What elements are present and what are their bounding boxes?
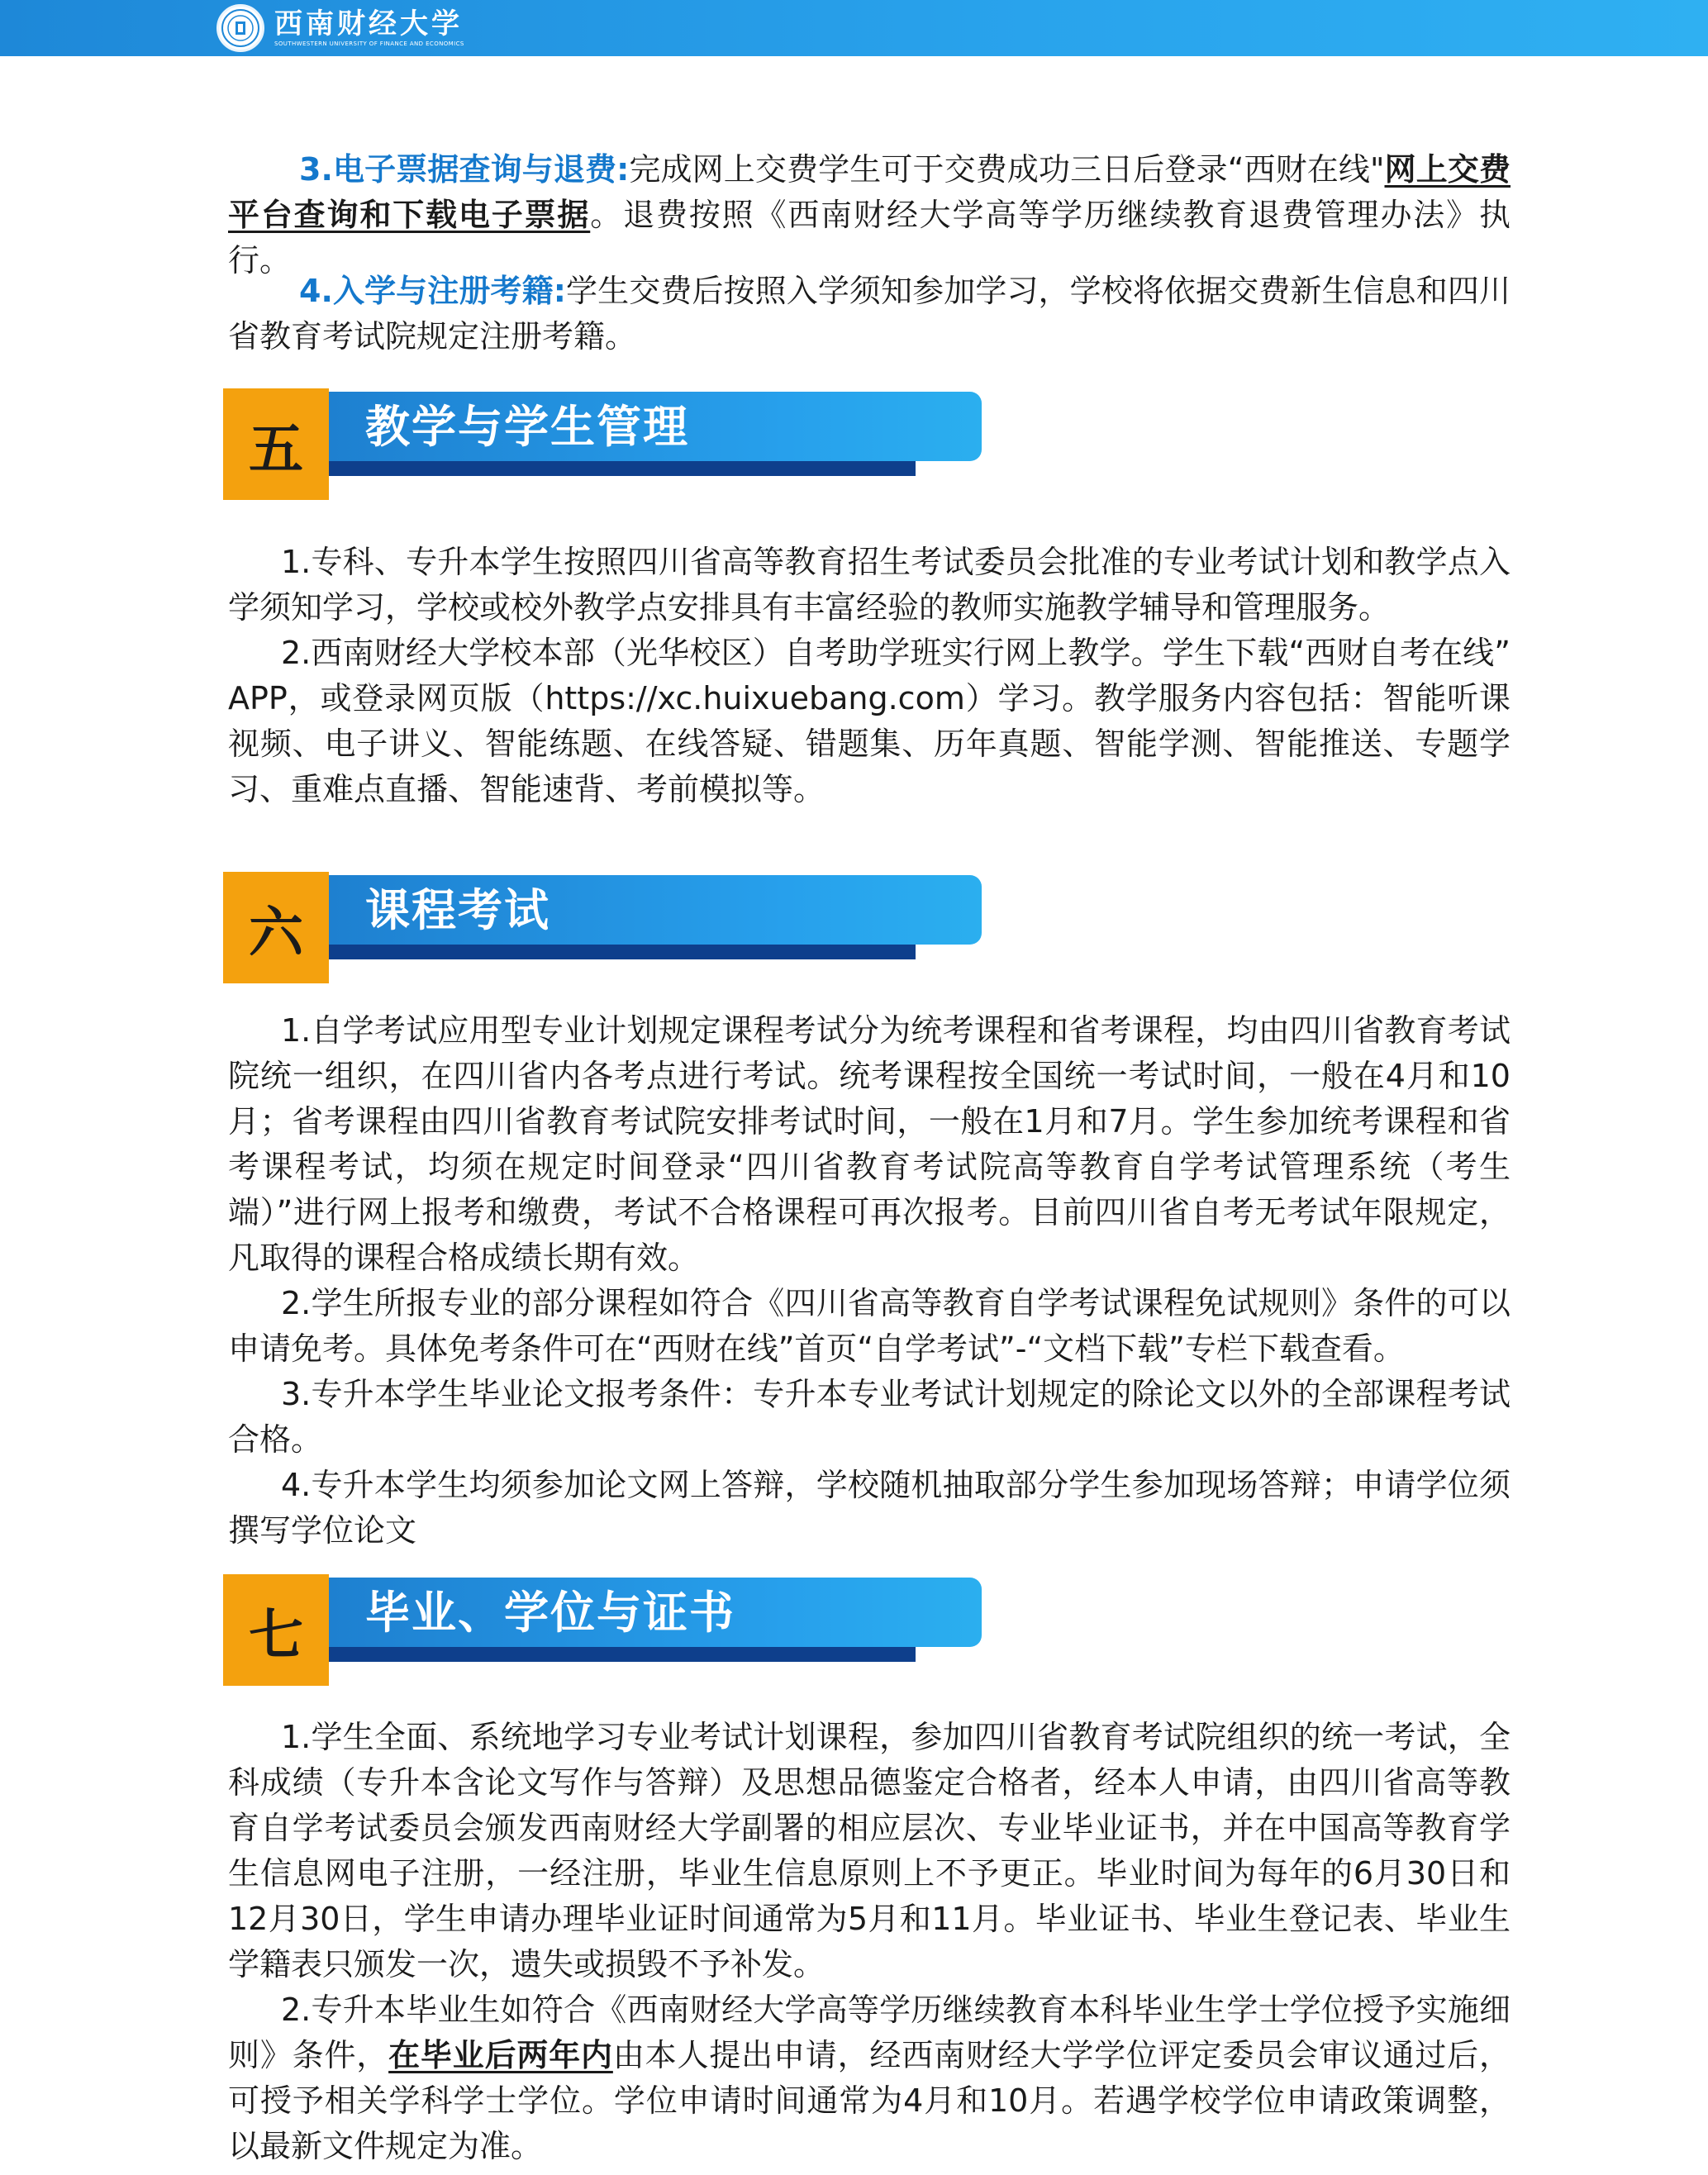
section-title: 教学与学生管理 xyxy=(365,401,689,453)
paragraph-exams-2: 2.学生所报专业的部分课程如符合《四川省高等教育自学考试课程免试规则》条件的可以申请免考。具体免考条件可在“西财在线”首页“自学考试”-“文档下载”专栏下载查看。 xyxy=(228,1285,1511,1367)
paragraph-exams-3: 3.专升本学生毕业论文报考条件：专升本专业考试计划规定的除论文以外的全部课程考试合格。 xyxy=(228,1376,1511,1458)
header-banner xyxy=(0,0,1708,56)
payment-platform-link-text: 网上交费平台查询和下载电子票据 xyxy=(228,151,1511,233)
para-text: 学生交费后按照入学须知参加学习，学校将依据交费新生信息和四川省教育考试院规定注册考籍。 xyxy=(228,273,1511,355)
paragraph-teaching-2: 2.西南财经大学校本部（光华校区）自考助学班实行网上教学。学生下载“西财自考在线” APP，或登录网页版（https://xc.huixuebang.com）学习。教学服务内容包括：智能听课视频、电子讲义、智能练题、在线答疑、错题集、历年真题、智能学测、智能推送、专题学习、重难点直播、智能速背、考前模拟等。 xyxy=(228,635,1511,807)
para-label: 4.入学与注册考籍: xyxy=(299,273,566,309)
section-number: 六 xyxy=(249,900,303,964)
section-number: 五 xyxy=(249,416,303,481)
section-header-teaching xyxy=(223,388,1016,500)
paragraph-e-receipt xyxy=(228,147,1511,283)
para-text: 。退费按照《西南财经大学高等学历继续教育退费管理办法》执行。 xyxy=(228,197,1511,278)
section-header-graduation xyxy=(223,1574,1016,1686)
university-logo xyxy=(216,3,464,53)
section-number-badge xyxy=(223,1574,329,1686)
logo-chinese-name: 西南财经大学 xyxy=(274,7,463,40)
section-number-badge xyxy=(223,388,329,500)
para-text: 由本人提出申请，经西南财经大学学位评定委员会审议通过后，可授予相关学科学士学位。学位申请时间通常为4月和10月。若遇学校学位申请政策调整，以最新文件规定为准。 xyxy=(228,2037,1511,2164)
section-number: 七 xyxy=(249,1602,303,1667)
paragraph-exams-1: 1.自学考试应用型专业计划规定课程考试分为统考课程和省考课程，均由四川省教育考试院统一组织，在四川省内各考点进行考试。统考课程按全国统一考试时间，一般在4月和10月；省考课程由四川省教育考试院安排考试时间，一般在1月和7月。学生参加统考课程和省考课程考试，均须在规定时间登录“四川省教育考试院高等教育自学考试管理系统（考生端）”进行网上报考和缴费，考试不合格课程可再次报考。目前四川省自考无考试年限规定，凡取得的课程合格成绩长期有效。 xyxy=(228,1012,1511,1276)
paragraph-graduation-1: 1.学生全面、系统地学习专业考试计划课程，参加四川省教育考试院组织的统一考试，全科成绩（专升本含论文写作与答辩）及思想品德鉴定合格者，经本人申请，由四川省高等教育自学考试委员会颁发西南财经大学副署的相应层次、专业毕业证书，并在中国高等教育学生信息网电子注册，一经注册，毕业生信息原则上不予更正。毕业时间为每年的6月30日和12月30日，学生申请办理毕业证时间通常为5月和11月。毕业证书、毕业生登记表、毕业生学籍表只颁发一次，遗失或损毁不予补发。 xyxy=(228,1719,1511,1982)
section-number-badge xyxy=(223,872,329,983)
paragraph-enrollment xyxy=(228,269,1511,359)
paragraph-teaching-1: 1.专科、专升本学生按照四川省高等教育招生考试委员会批准的专业考试计划和教学点入学须知学习，学校或校外教学点安排具有丰富经验的教师实施教学辅导和管理服务。 xyxy=(228,544,1511,626)
section-header-exams xyxy=(223,872,1016,983)
para-text: 完成网上交费学生可于交费成功三日后登录“西财在线" xyxy=(629,151,1385,188)
paragraph-exams-4: 4.专升本学生均须参加论文网上答辩，学校随机抽取部分学生参加现场答辩；申请学位须撰写学位论文 xyxy=(228,1467,1511,1549)
section-title: 毕业、学位与证书 xyxy=(365,1587,735,1639)
university-seal-icon xyxy=(216,4,264,52)
logo-english-name: SOUTHWESTERN UNIVERSITY OF FINANCE AND ECONOMICS xyxy=(274,40,464,47)
para-label: 3.电子票据查询与退费: xyxy=(299,151,630,188)
para-text: 2.专升本毕业生如符合《西南财经大学高等学历继续教育本科毕业生学士学位授予实施细则》条件， xyxy=(228,1992,1511,2073)
paragraph-graduation-2 xyxy=(228,1987,1511,2169)
section-title: 课程考试 xyxy=(365,884,550,936)
deadline-emphasis: 在毕业后两年内 xyxy=(388,2037,613,2073)
